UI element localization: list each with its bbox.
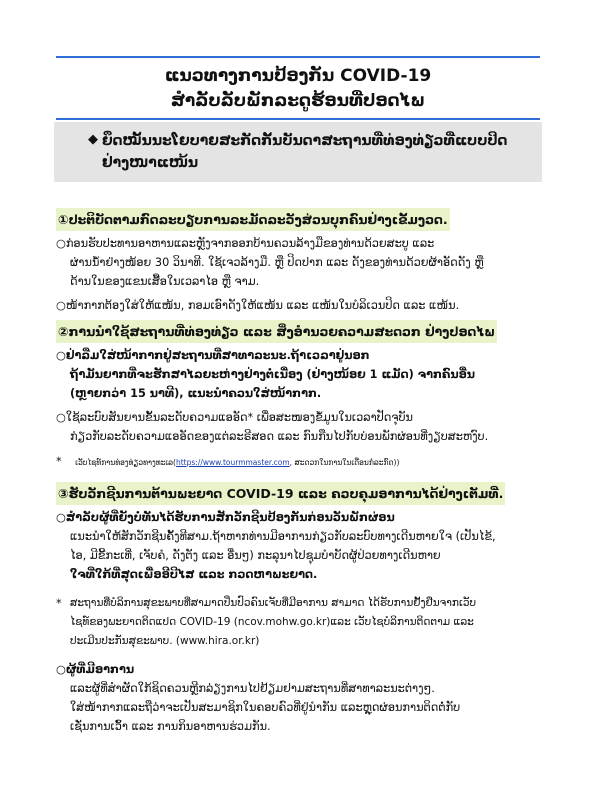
section1-para1-line2: ຜ່ານນໍ້າຢ່າງໜ້ອຍ 30 ວິນາທີ. ໃຊ້ເຈວລ້າງມື. ຫຼື ປິດປາກ ແລະ ດັງຂອງທ່ານດ້ວຍຜ້າອັດດັງ ຫຼື: [70, 256, 484, 269]
section3-para2-line1: ○ຜູ້ທີ່ມີອາການ: [56, 663, 135, 676]
section3-para2-line4: ເຊັ່ນການເວົ້າ ແລະ ການກິນອາຫານຮ່ວມກັນ.: [70, 720, 271, 733]
page-title-line2: ສຳລັບລັບພັກລະດູຮ້ອນທີ່ປອດໄພ: [170, 91, 426, 111]
section2-note: [56, 452, 540, 472]
section1-para1-line3: ດ້ານໃນຂອງແຂນເສື້ອໃນເວລາໄອ ຫຼື ຈາມ.: [70, 275, 260, 288]
section1-heading: ①ປະຕິບັດຕາມກົດລະບຽບການລະມັດລະວັງສ່ວນບຸກຄົນຢ່າງເຂັ້ມງວດ.: [56, 208, 450, 231]
section3-note-line3: ປະເມີນປະກັນສຸຂະພາບ. (www.hira.or.kr): [70, 635, 260, 647]
policy-box: [54, 122, 542, 182]
top-rule: [56, 56, 540, 58]
section1-heading-wrap: [56, 208, 450, 231]
section3-para2-line2: ແລະຜູ້ທີ່ສຳຜັດໃກ້ຊິດຄວນຫຼີກລ່ຽງການໄປຢ້ຽມຢາມສະຖານທີ່ສາທາລະນະຕ່າງໆ.: [70, 682, 435, 695]
tour-master-link[interactable]: https://www.tourmmaster.com: [175, 458, 290, 467]
section3-para2-line3: ໃສ່ໜ້າກາກແລະຖືວ່າຈະເປັນສະມາຊິກໃນຄອບຄົວທີ່ຢູ່ນຳກັນ ແລະຫຼຸດຜ່ອນການຕິດຕໍ່ກັບ: [70, 701, 461, 714]
section3-note-star: *: [56, 597, 62, 610]
section3-note-line2: ໄຊທ໌ຂອງພະຍາດຕິດແປດ COVID-19 (ncov.mohw.go.kr)ແລະ ເວັບໄຊບໍລິການຕິດຕາມ ແລະ: [70, 616, 474, 628]
policy-text: ຍຶດໝັ້ນນະໂຍບາຍສະກັດກັ້ນບັນດາສະຖານທີ່ທ່ອງທ່ຽວທີ່ແບບປິດຢ່າງໜາແໜ້ນ: [102, 133, 508, 171]
section1-para1-line1: ○ກ່ອນຮັບປະທານອາຫານແລະຫຼັງຈາກອອກບ້ານຄວນລ້າງມືຂອງທ່ານດ້ວຍສະບູ ແລະ: [56, 237, 435, 250]
title-bottom-rule: [56, 118, 540, 120]
section3-para2: [56, 660, 540, 736]
diamond-bullet-icon: ◆: [88, 132, 98, 147]
note-text: ເວັບໄຊທ໌ການທ່ອງທ່ຽວທາງທະເລ(: [75, 458, 176, 467]
section2-para1-line3: (ຫຼາຍກວ່າ 15 ນາທີ), ແນະນຳຄວນໃສ່ໜ້າກາກ.: [70, 387, 322, 400]
section3-para1-line1: ○ສຳລັບຜູ້ທີ່ຍັງບໍ່ທັນໄດ້ຮັບການສັກວັກຊີນປ້ອງກັນກ່ອນວັນພັກຜ່ອນ: [56, 511, 395, 524]
section2-para2-line1: ○ໃຊ້ລະບົບສັນຍານຂັ້ນລະດັບຄວາມແອອັດ* ເພື່ອສະໜອງຂໍ້ມູນໃນເວລາປັດຈຸບັນ: [56, 411, 413, 424]
section1-para2: ○ໜ້າກາກຕ້ອງໃສ່ໃຫ້ແໜ້ນ, ກອມເອົາດັງໃຫ້ແໜ້ນ ແລະ ແໜ້ນໃນບໍລິເວນປິດ ແລະ ແໜ້ນ.: [56, 299, 460, 312]
section1-para1: [56, 234, 540, 291]
section2-para2-line2: ກ່ຽວກັບລະດັບຄວາມແອອັດຂອງແຕ່ລະຣີສອດ ແລະ ກົນກືນໄປກັບບ່ອນພັກຜ່ອນທີ່ງຽບສະຫງົບ.: [70, 430, 489, 443]
section3-heading-wrap: [56, 482, 505, 505]
section2-para2: [56, 408, 540, 446]
section3-heading: ③ຮັບວັກຊີນການຕ້ານພະຍາດ COVID-19 ແລະ ຄວບຄຸມອາການໄດ້ຢ່າງເຕັມທີ່.: [56, 482, 505, 505]
page-title-line1: ແນວທາງການປ້ອງກັນ COVID-19: [164, 66, 432, 86]
section3-note: [56, 594, 540, 651]
note-star: *: [56, 455, 62, 468]
section2-heading: ②ການນຳໃຊ້ສະຖານທີ່ທ່ອງທ່ຽວ ແລະ ສິ່ງອຳນວຍຄວາມສະດວກ ຢ່າງປອດໄພ: [56, 320, 497, 343]
note-tail: , ສະດວກໃນການໃນເດືອນກໍລະກົດ)): [289, 458, 400, 467]
section3-note-line1: ສະຖານທີ່ບໍລິການສຸຂະພາບທີ່ສາມາດປິ່ນປົວຄົນເຈັບທີ່ມີອາການ ສາມາດ ໄດ້ຮັບການຢັ້ງຢືນຈາກເວັບ: [70, 597, 477, 609]
section3-para1-line2: ແນະນຳໃຫ້ສັກວັກຊີນຄັ້ງທີສາມ.ຖ້າຫາກທ່ານມີອາການກ່ຽວກັບລະບົບທາງເດີນຫາຍໃຈ (ເປັນໄຂ້,: [70, 530, 496, 543]
section3-para1: [56, 508, 540, 584]
section3-para1-line3: ໄອ, ມີຂີ້ກະເທີ່, ເຈັບຄໍ, ດັງຕັງ ແລະ ອື່ນໆ) ກະລຸນາໄປຊຸມບຳບັດຜູ້ປ່ວຍທາງເດີນຫາຍ: [70, 549, 441, 562]
section2-para1-line1: ○ຢ່າລືມໃສ່ໜ້າກາກຢູ່ສະຖານທີ່ສາທາລະນະ.ຖ້າເວລາຢູ່ນອກ: [56, 349, 370, 362]
section2-para1-line2: ຖ້າມັນຍາກທີ່ຈະຮັກສາໄລຍະຫ່າງຢ່າງຕໍ່ເນື່ອງ (ຢ່າງໜ້ອຍ 1 ແມັດ) ຈາກຄົນອື່ນ: [70, 368, 476, 381]
section2-para1: [56, 346, 540, 403]
section2-heading-wrap: [56, 320, 497, 343]
section3-para1-line4: ໃຈທີ່ໃກ້ທີ່ສຸດເພື່ອອີບີໄສ ແລະ ກວດຫາພະຍາດ.: [70, 568, 318, 581]
